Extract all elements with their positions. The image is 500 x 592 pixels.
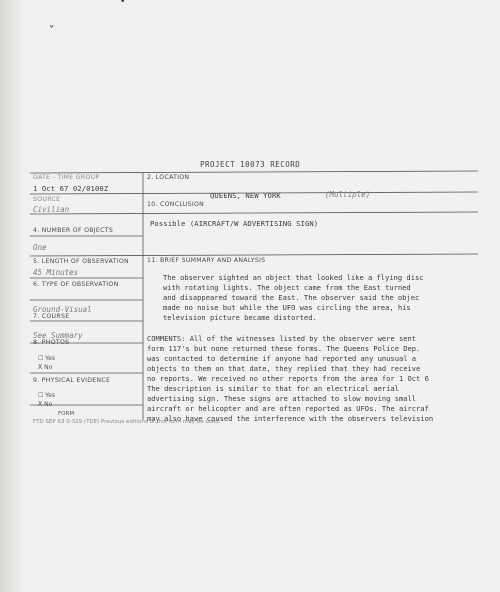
photos-yes-label: Yes bbox=[45, 355, 55, 362]
photos-no-mark: X bbox=[38, 363, 43, 371]
length-label: 5. LENGTH OF OBSERVATION bbox=[33, 258, 129, 265]
summary-label: 11. BRIEF SUMMARY AND ANALYSIS bbox=[147, 257, 266, 264]
conclusion-label: 10. CONCLUSION bbox=[147, 201, 205, 208]
date-value: 1 Oct 67 02/0100Z bbox=[33, 184, 109, 193]
num-objects-label: 4. NUMBER OF OBJECTS bbox=[33, 227, 114, 234]
left-tick-mark: ˇ bbox=[48, 24, 56, 38]
evidence-no-label: No bbox=[44, 401, 53, 408]
evidence-yes-option: ☐ Yes bbox=[38, 392, 55, 399]
type-label: 6. TYPE OF OBSERVATION bbox=[33, 281, 119, 288]
evidence-yes-label: Yes bbox=[45, 392, 55, 399]
comment-line: form 117's but none returned these forms. The Queens Police Dep. bbox=[147, 344, 421, 353]
photos-no-label: No bbox=[44, 364, 53, 371]
photos-yes-option: ☐ Yes bbox=[38, 355, 55, 362]
summary-line: made no noise but while the UFO was circling the area, his bbox=[163, 303, 411, 312]
top-rule bbox=[30, 171, 478, 173]
row-rule-4 bbox=[30, 254, 478, 256]
comment-line: objects to them on that date, they replied that they had receive bbox=[147, 364, 421, 373]
comment-line: COMMENTS: All of the witnesses listed by the observer were sent bbox=[147, 334, 417, 343]
evidence-no-mark: X bbox=[38, 400, 43, 408]
photos-label: 8. PHOTOS bbox=[33, 339, 70, 346]
conclusion-value: Possible (AIRCRAFT/W ADVERTISING SIGN) bbox=[150, 219, 319, 228]
project-record-title: PROJECT 10073 RECORD bbox=[200, 160, 301, 169]
course-label: 7. COURSE bbox=[33, 313, 70, 320]
summary-line: and disappeared toward the East. The observer said the objec bbox=[163, 293, 420, 302]
row-rule-2 bbox=[30, 212, 478, 214]
form-label: FORM bbox=[58, 411, 75, 417]
location-value: QUEENS, NEW YORK bbox=[210, 191, 281, 200]
comment-line: was contacted to determine if anyone had reported any unusual a bbox=[147, 354, 417, 363]
source-label: SOURCE bbox=[33, 196, 61, 203]
photos-no-option bbox=[38, 363, 52, 371]
comment-line: no reports. We received no other reports from the area for 1 Oct 6 bbox=[147, 374, 429, 383]
summary-line: television picture became distorted. bbox=[163, 313, 317, 322]
comment-line: advertising sign. These signs are attached to slow moving small bbox=[147, 394, 417, 403]
date-label: DATE - TIME GROUP bbox=[33, 174, 100, 181]
summary-line: The observer sighted an object that looked like a flying disc bbox=[163, 273, 424, 282]
num-objects-value: One bbox=[33, 243, 47, 252]
form-number: FTD SEP 63 0-329 (TDE) Previous editions of this form may be used. bbox=[33, 419, 221, 425]
type-value: Ground-Visual bbox=[33, 305, 92, 314]
length-value: 45 Minutes bbox=[33, 268, 79, 277]
source-value: Civilian bbox=[33, 205, 70, 214]
comment-line: may also have caused the interference with the observers television bbox=[147, 414, 434, 423]
comment-line: The description is similar to that for an electrical aerial bbox=[147, 384, 399, 393]
evidence-no-option bbox=[38, 400, 52, 408]
summary-line: with rotating lights. The object came from the East turned bbox=[163, 283, 411, 292]
course-value: See Summary bbox=[33, 331, 83, 340]
comment-line: aircraft or helicopter and are often reported as UFOs. The aircraf bbox=[147, 404, 429, 413]
evidence-label: 9. PHYSICAL EVIDENCE bbox=[33, 377, 111, 384]
location-label: 2. LOCATION bbox=[147, 174, 190, 181]
location-note: (Multiple) bbox=[325, 190, 371, 199]
top-dot-mark: • bbox=[120, 0, 126, 7]
